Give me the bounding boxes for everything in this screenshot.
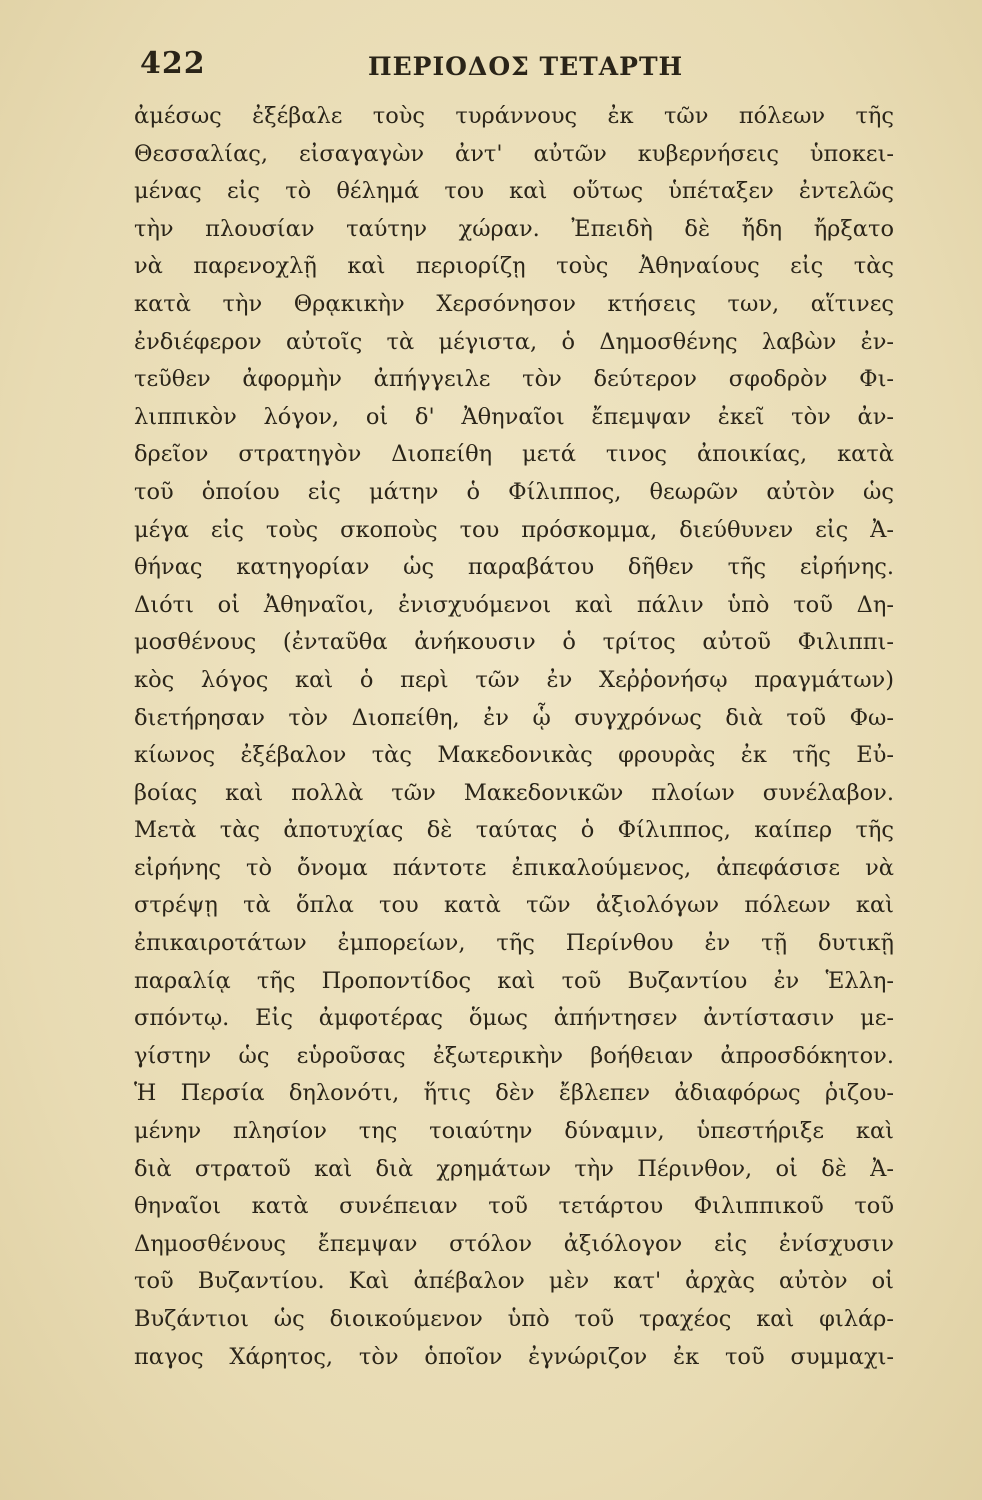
text-line: μένην πλησίον της τοιαύτην δύναμιν, ὑπεστήριξε καὶ <box>134 1118 894 1145</box>
text-line: τοῦ ὁποίου εἰς μάτην ὁ Φίλιππος, θεωρῶν αὐτὸν ὡς <box>134 478 894 505</box>
text-line: τὴν πλουσίαν ταύτην χώραν. Ἐπειδὴ δὲ ἤδη ἤρξατο <box>134 215 894 242</box>
text-line: ἐπικαιροτάτων ἐμπορείων, τῆς Περίνθου ἐν τῇ δυτικῇ <box>134 930 894 957</box>
text-line: Μετὰ τὰς ἀποτυχίας δὲ ταύτας ὁ Φίλιππος, καίπερ τῆς <box>134 817 894 844</box>
text-line: Δημοσθένους ἔπεμψαν στόλον ἀξιόλογον εἰς ἐνίσχυσιν <box>134 1230 894 1257</box>
text-line: δρεῖον στρατηγὸν Διοπείθη μετά τινος ἀποικίας, κατὰ <box>134 441 894 468</box>
text-line: τεῦθεν ἀφορμὴν ἀπήγγειλε τὸν δεύτερον σφοδρὸν Φι- <box>134 366 894 393</box>
text-line: νὰ παρενοχλῇ καὶ περιορίζῃ τοὺς Ἀθηναίους εἰς τὰς <box>134 253 894 280</box>
text-line: Βυζάντιοι ὡς διοικούμενον ὑπὸ τοῦ τραχέος καὶ φιλάρ- <box>134 1306 894 1332</box>
page-header <box>140 46 880 86</box>
text-line: τοῦ Βυζαντίου. Καὶ ἀπέβαλον μὲν κατ' ἀρχὰς αὐτὸν οἱ <box>134 1268 894 1295</box>
text-line: εἰρήνης τὸ ὄνομα πάντοτε ἐπικαλούμενος, ἀπεφάσισε νὰ <box>134 854 894 881</box>
text-line: παραλίᾳ τῆς Προποντίδος καὶ τοῦ Βυζαντίου ἐν Ἑλλη- <box>134 967 894 994</box>
text-line: διετήρησαν τὸν Διοπείθη, ἐν ᾧ συγχρόνως διὰ τοῦ Φω- <box>134 704 894 731</box>
text-line: Διότι οἱ Ἀθηναῖοι, ἐνισχυόμενοι καὶ πάλιν ὑπὸ τοῦ Δη- <box>134 591 894 618</box>
text-line: κατὰ τὴν Θρᾳκικὴν Χερσόνησον κτήσεις των, αἵτινες <box>134 290 894 317</box>
running-head: ΠΕΡΙΟΔΟΣ ΤΕΤΑΡΤΗ <box>368 52 684 81</box>
text-line: Θεσσαλίας, εἰσαγαγὼν ἀντ' αὐτῶν κυβερνήσεις ὑποκει- <box>134 140 894 167</box>
text-line: διὰ στρατοῦ καὶ διὰ χρημάτων τὴν Πέρινθον, οἱ δὲ Ἀ- <box>134 1155 894 1182</box>
text-line: κίωνος ἐξέβαλον τὰς Μακεδονικὰς φρουρὰς ἐκ τῆς Εὐ- <box>134 742 894 769</box>
body-text <box>134 98 894 1376</box>
text-line: Ἡ Περσία δηλονότι, ἥτις δὲν ἔβλεπεν ἀδιαφόρως ῥιζου- <box>134 1080 894 1107</box>
text-line: θηναῖοι κατὰ συνέπειαν τοῦ τετάρτου Φιλιππικοῦ τοῦ <box>134 1193 894 1220</box>
text-line: θήνας κατηγορίαν ὡς παραβάτου δῆθεν τῆς εἰρήνης. <box>134 554 894 581</box>
text-line: μέγα εἰς τοὺς σκοποὺς του πρόσκομμα, διεύθυνεν εἰς Ἀ- <box>134 516 894 543</box>
text-line: στρέψῃ τὰ ὅπλα του κατὰ τῶν ἀξιολόγων πόλεων καὶ <box>134 892 894 919</box>
text-line: παγος Χάρητος, τὸν ὁποῖον ἐγνώριζον ἐκ τοῦ συμμαχι- <box>134 1343 894 1370</box>
text-line: κὸς λόγος καὶ ὁ περὶ τῶν ἐν Χεῤῥονήσῳ πραγμάτων) <box>134 666 894 693</box>
text-line: λιππικὸν λόγον, οἱ δ' Ἀθηναῖοι ἔπεμψαν ἐκεῖ τὸν ἀν- <box>134 403 894 430</box>
text-line: ἀμέσως ἐξέβαλε τοὺς τυράννους ἐκ τῶν πόλεων τῆς <box>134 103 894 129</box>
text-line: μοσθένους (ἐνταῦθα ἀνήκουσιν ὁ τρίτος αὐτοῦ Φιλιππι- <box>134 629 894 656</box>
text-line: μένας εἰς τὸ θέλημά του καὶ οὕτως ὑπέταξεν ἐντελῶς <box>134 178 894 205</box>
text-line: ἐνδιέφερον αὐτοῖς τὰ μέγιστα, ὁ Δημοσθένης λαβὼν ἐν- <box>134 328 894 355</box>
text-line: σπόντῳ. Εἰς ἀμφοτέρας ὅμως ἀπήντησεν ἀντίστασιν με- <box>134 1005 894 1032</box>
page-number: 422 <box>140 46 206 81</box>
text-line: γίστην ὡς εὑροῦσας ἐξωτερικὴν βοήθειαν ἀπροσδόκητον. <box>134 1042 894 1069</box>
text-line: βοίας καὶ πολλὰ τῶν Μακεδονικῶν πλοίων συνέλαβον. <box>134 779 894 806</box>
